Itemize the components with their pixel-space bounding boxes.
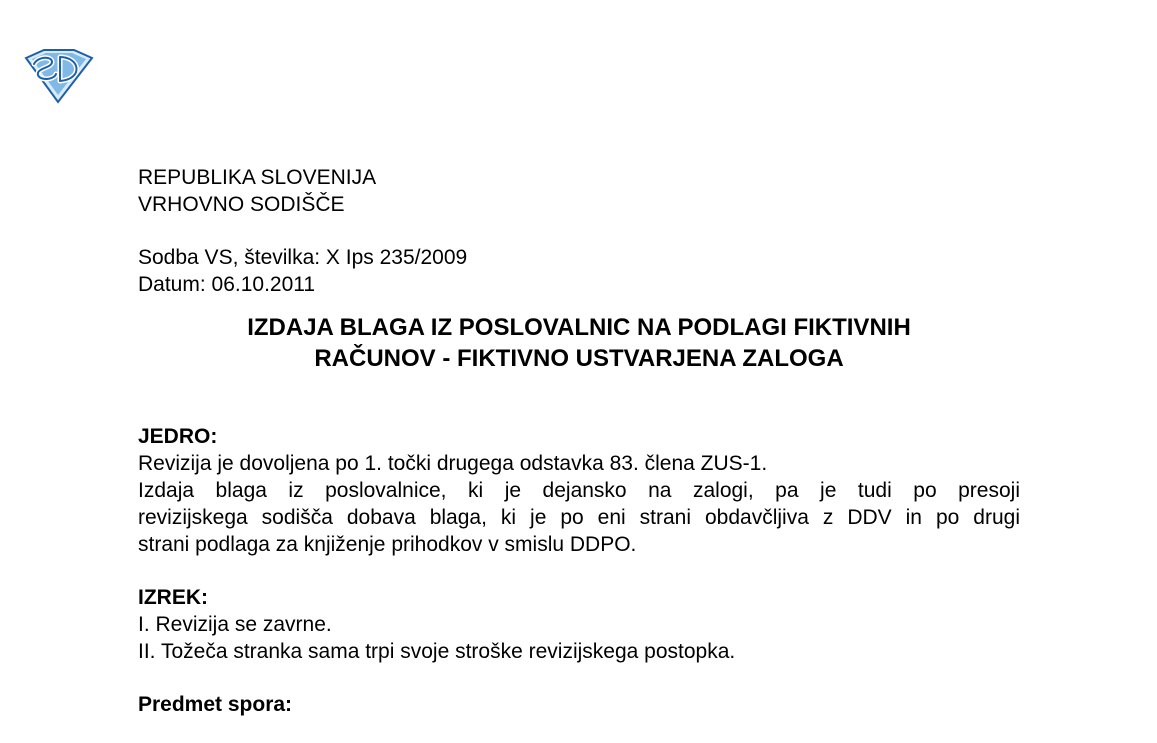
court-name: VRHOVNO SODIŠČE	[138, 193, 345, 216]
case-date: Datum: 06.10.2011	[138, 273, 316, 296]
court-logo-icon	[22, 48, 96, 104]
document-title	[138, 312, 1020, 374]
predmet-heading: Predmet spora:	[138, 693, 293, 716]
title-line-1: IZDAJA BLAGA IZ POSLOVALNIC NA PODLAGI FIKTIVNIH	[247, 314, 911, 341]
country-name: REPUBLIKA SLOVENIJA	[138, 166, 377, 189]
izrek-item-2: II. Tožeča stranka sama trpi svoje stroške revizijskega postopka.	[138, 640, 736, 663]
case-number: Sodba VS, številka: X Ips 235/2009	[138, 246, 468, 269]
izrek-item-1: I. Revizija se zavrne.	[138, 613, 332, 636]
document-body	[138, 164, 1020, 718]
izrek-heading: IZREK:	[138, 586, 208, 609]
jedro-line-1: Revizija je dovoljena po 1. točki drugega odstavka 83. člena ZUS-1.	[138, 452, 768, 475]
title-line-2: RAČUNOV - FIKTIVNO USTVARJENA ZALOGA	[314, 345, 844, 372]
jedro-heading: JEDRO:	[138, 425, 218, 448]
jedro-para2-line-2: revizijskega sodišča dobava blaga, ki je po eni strani obdavčljiva z DDV in po drugi	[138, 506, 1020, 529]
jedro-para2-line-1: Izdaja blaga iz poslovalnice, ki je dejansko na zalogi, pa je tudi po presoji	[138, 479, 1020, 502]
jedro-para2-line-3: strani podlaga za knjiženje prihodkov v smislu DDPO.	[138, 533, 637, 556]
